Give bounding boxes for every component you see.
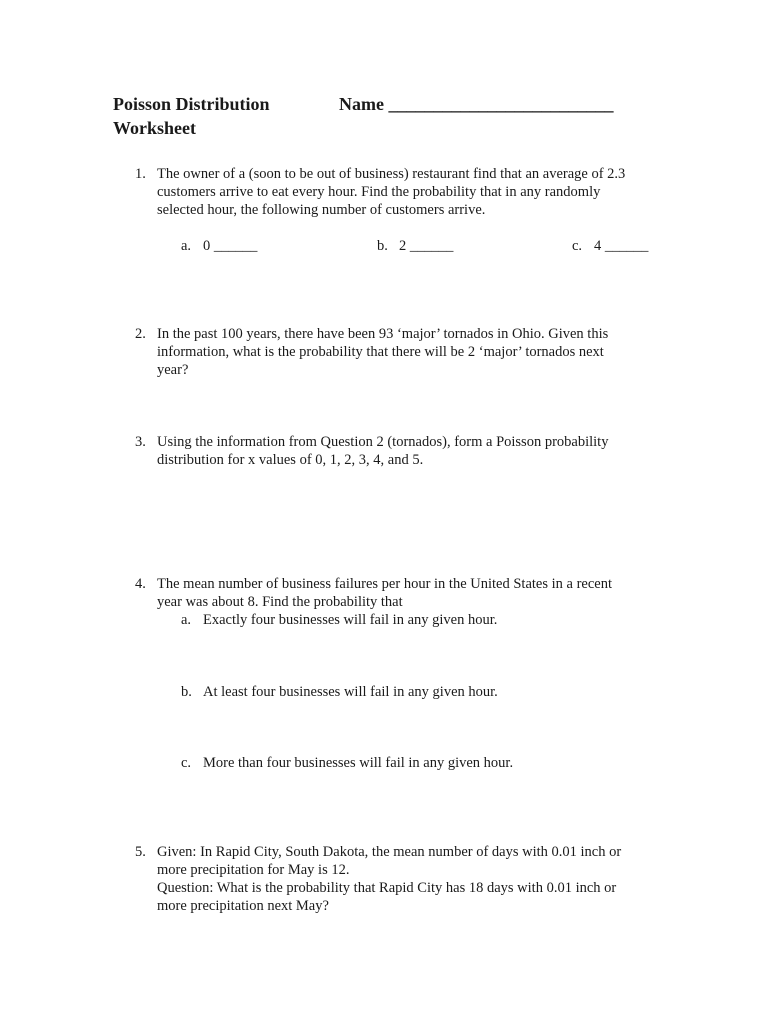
part-letter: c. — [572, 238, 583, 254]
question-5 — [135, 843, 655, 915]
question-line: year was about 8. Find the probability that — [157, 594, 403, 610]
title-row — [113, 92, 673, 116]
question-text — [157, 843, 655, 915]
question-number: 1. — [135, 166, 146, 182]
part-letter: b. — [377, 238, 388, 254]
question-line: distribution for x values of 0, 1, 2, 3, 4, and 5. — [157, 452, 424, 468]
part-text: 4 ______ — [594, 238, 649, 254]
worksheet-header — [113, 92, 673, 140]
question-line: information, what is the probability that there will be 2 ‘major’ tornados next — [157, 344, 604, 360]
part-letter: a. — [181, 612, 192, 628]
question-3 — [135, 433, 655, 469]
page-title-line2: Worksheet — [113, 118, 196, 138]
question-4-part-a — [181, 611, 497, 629]
part-letter: b. — [181, 684, 192, 700]
part-text: More than four businesses will fail in any given hour. — [203, 755, 514, 771]
part-text: Exactly four businesses will fail in any given hour. — [203, 612, 498, 628]
question-1-part-c — [572, 237, 648, 255]
question-line: In the past 100 years, there have been 93 ‘major’ tornados in Ohio. Given this — [157, 326, 609, 342]
question-line: The mean number of business failures per hour in the United States in a recent — [157, 576, 613, 592]
name-field-label: Name _________________________ — [339, 94, 614, 114]
question-line: Given: In Rapid City, South Dakota, the mean number of days with 0.01 inch or — [157, 844, 622, 860]
question-number: 5. — [135, 844, 146, 860]
question-line: Question: What is the probability that Rapid City has 18 days with 0.01 inch or — [157, 880, 617, 896]
question-line: The owner of a (soon to be out of business) restaurant find that an average of 2.3 — [157, 166, 626, 182]
question-text — [157, 325, 655, 379]
question-2 — [135, 325, 655, 379]
question-line: selected hour, the following number of customers arrive. — [157, 202, 486, 218]
question-number: 2. — [135, 326, 146, 342]
question-line: customers arrive to eat every hour. Find the probability that in any randomly — [157, 184, 601, 200]
question-4-part-b — [181, 683, 498, 701]
question-text — [157, 165, 655, 219]
part-text: 2 ______ — [399, 238, 454, 254]
question-1-part-b — [377, 237, 453, 255]
question-text — [157, 575, 655, 611]
question-line: year? — [157, 362, 189, 378]
page-title: Poisson Distribution — [113, 94, 270, 114]
question-number: 4. — [135, 576, 146, 592]
question-line: more precipitation for May is 12. — [157, 862, 350, 878]
question-text — [157, 433, 655, 469]
question-4-part-c — [181, 754, 513, 772]
question-1 — [135, 165, 655, 219]
part-text: At least four businesses will fail in any given hour. — [203, 684, 498, 700]
question-line: more precipitation next May? — [157, 898, 329, 914]
question-line: Using the information from Question 2 (tornados), form a Poisson probability — [157, 434, 609, 450]
question-1-part-a — [181, 237, 257, 255]
question-4 — [135, 575, 655, 611]
part-text: 0 ______ — [203, 238, 258, 254]
question-number: 3. — [135, 434, 146, 450]
part-letter: a. — [181, 238, 192, 254]
part-letter: c. — [181, 755, 192, 771]
